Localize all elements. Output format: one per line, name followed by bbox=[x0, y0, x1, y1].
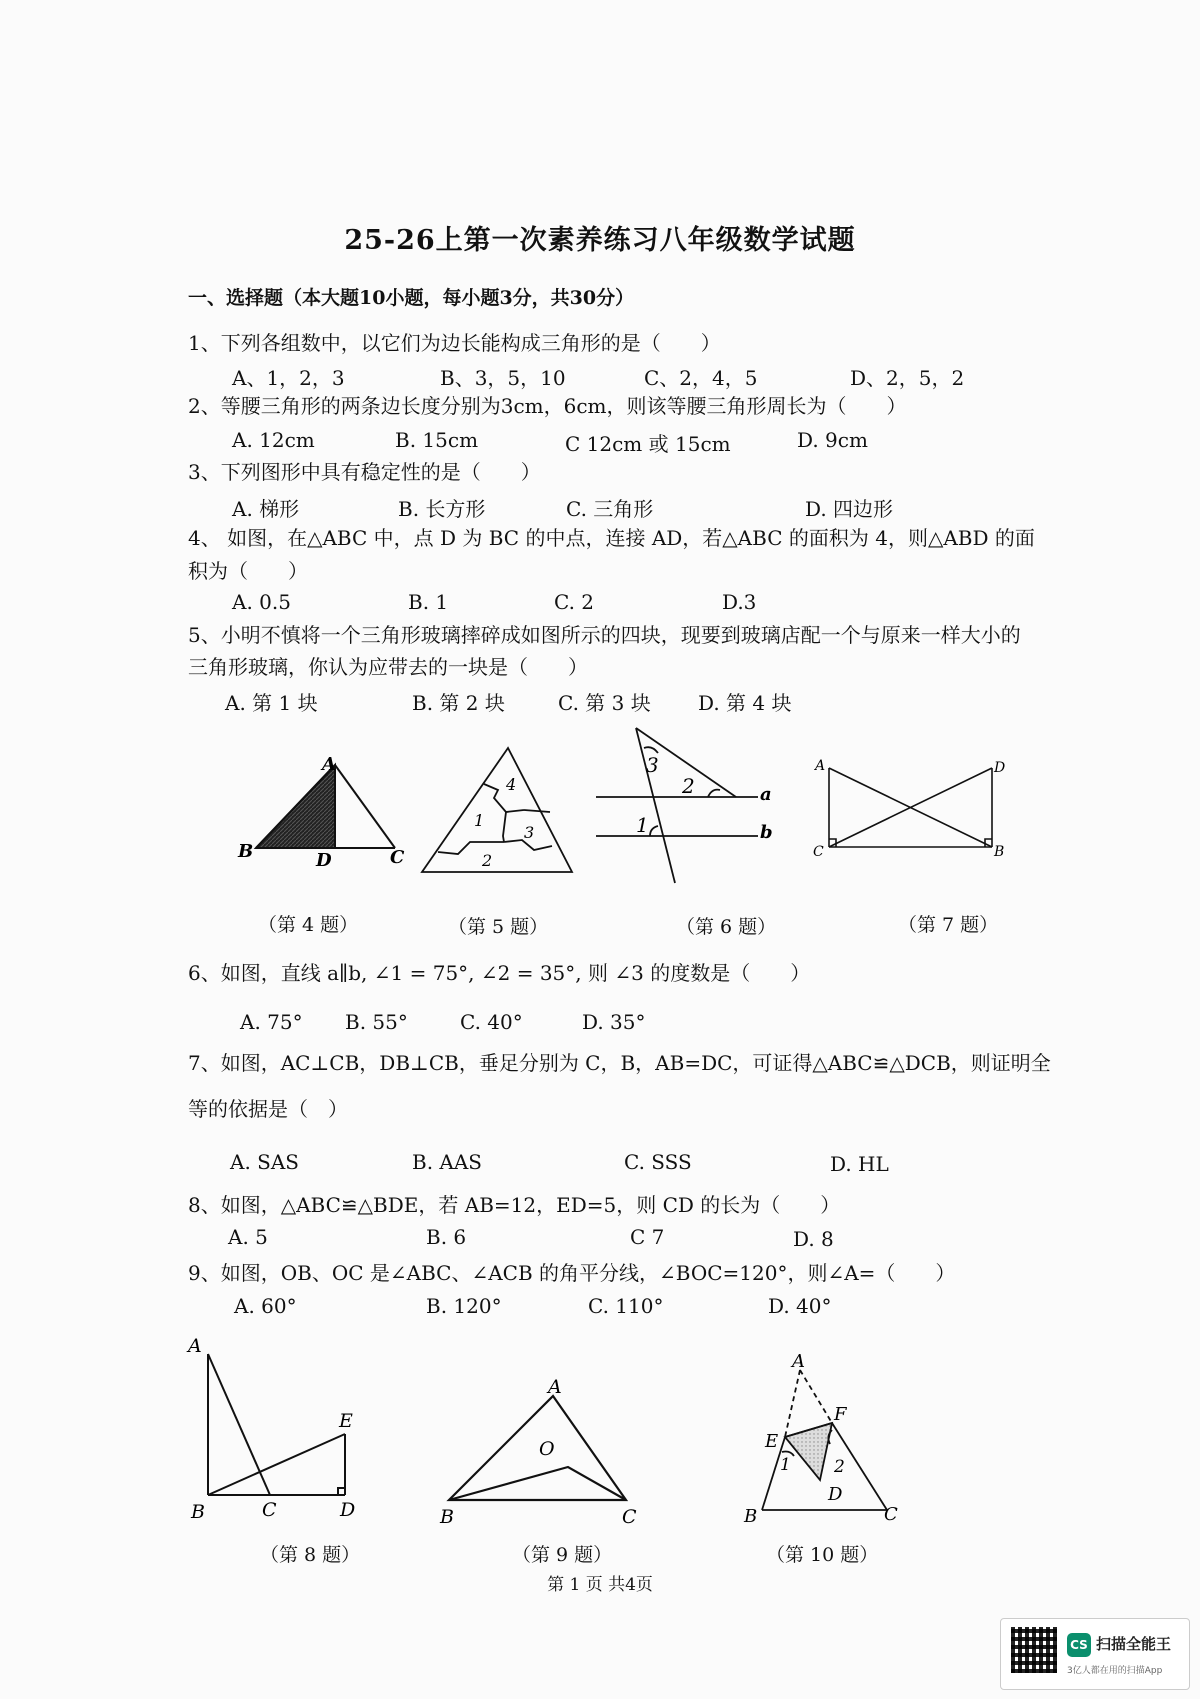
question-4-stem: 4、 如图，在△ABC 中，点 D 为 BC 的中点，连接 AD，若△ABC 的面积为 4，则△ABD 的面 bbox=[188, 526, 1035, 550]
fig7-label-b: B bbox=[994, 844, 1005, 860]
q1-option-b: B、3，5，10 bbox=[440, 366, 566, 390]
q5-option-b: B. 第 2 块 bbox=[412, 691, 505, 715]
fig9-label-a: A bbox=[548, 1376, 562, 1398]
fig4-label-a: A bbox=[322, 754, 336, 775]
caption-q5: （第 5 题） bbox=[448, 916, 549, 938]
q1-option-d: D、2，5，2 bbox=[850, 366, 965, 390]
q5-option-d: D. 第 4 块 bbox=[698, 691, 792, 715]
fig8-label-d: D bbox=[340, 1499, 356, 1521]
question-6-stem: 6、如图，直线 a∥b, ∠1 = 75°, ∠2 = 35°, 则 ∠3 的度数是（ ） bbox=[188, 961, 811, 985]
figure-q5 bbox=[422, 748, 572, 872]
question-1-stem: 1、下列各组数中，以它们为边长能构成三角形的是（ ） bbox=[188, 331, 721, 355]
fig8-label-a: A bbox=[188, 1335, 202, 1357]
q4-option-c: C. 2 bbox=[554, 590, 595, 614]
fig7-label-d: D bbox=[994, 760, 1006, 776]
q7-option-b: B. AAS bbox=[412, 1150, 482, 1174]
q3-option-d: D. 四边形 bbox=[805, 497, 894, 521]
fig10-label-e: E bbox=[765, 1431, 779, 1452]
fig6-label-a: a bbox=[760, 784, 772, 805]
caption-q8: （第 8 题） bbox=[260, 1544, 361, 1566]
q6-option-d: D. 35° bbox=[582, 1010, 646, 1034]
figure-q9 bbox=[449, 1396, 626, 1500]
q8-option-b: B. 6 bbox=[426, 1225, 467, 1249]
q6-option-c: C. 40° bbox=[460, 1010, 523, 1034]
q9-option-a: A. 60° bbox=[234, 1294, 297, 1318]
fig10-label-2: 2 bbox=[834, 1457, 845, 1477]
fig4-label-d: D bbox=[316, 850, 332, 871]
q6-option-b: B. 55° bbox=[345, 1010, 408, 1034]
q1-option-a: A、1，2，3 bbox=[232, 366, 345, 390]
fig8-label-e: E bbox=[339, 1410, 353, 1432]
caption-q9: （第 9 题） bbox=[512, 1544, 613, 1566]
fig9-label-b: B bbox=[440, 1506, 454, 1528]
question-2-stem: 2、等腰三角形的两条边长度分别为3cm，6cm，则该等腰三角形周长为（ ） bbox=[188, 394, 907, 418]
question-5-stem-cont: 三角形玻璃，你认为应带去的一块是（ ） bbox=[188, 655, 588, 679]
q8-option-d: D. 8 bbox=[793, 1227, 834, 1251]
q2-option-d: D. 9cm bbox=[797, 428, 868, 452]
q4-option-a: A. 0.5 bbox=[232, 590, 291, 614]
q8-option-a: A. 5 bbox=[228, 1225, 268, 1249]
q1-option-c: C、2，4，5 bbox=[644, 366, 758, 390]
q7-option-c: C. SSS bbox=[624, 1150, 692, 1174]
q3-option-c: C. 三角形 bbox=[566, 497, 654, 521]
qr-code-icon bbox=[1011, 1627, 1057, 1673]
fig5-label-4: 4 bbox=[506, 775, 517, 794]
q2-option-b: B. 15cm bbox=[395, 428, 479, 452]
q2-option-c: C 12cm 或 15cm bbox=[565, 432, 731, 456]
question-5-stem: 5、小明不慎将一个三角形玻璃摔碎成如图所示的四块，现要到玻璃店配一个与原来一样大小的 bbox=[188, 623, 1021, 647]
q5-option-c: C. 第 3 块 bbox=[558, 691, 651, 715]
caption-q10: （第 10 题） bbox=[766, 1544, 879, 1566]
q3-option-b: B. 长方形 bbox=[398, 497, 486, 521]
fig10-label-1: 1 bbox=[780, 1455, 791, 1475]
figure-q4 bbox=[256, 765, 395, 848]
figure-q6 bbox=[596, 728, 758, 883]
q4-option-d: D.3 bbox=[722, 590, 757, 614]
camscanner-logo-icon: CS bbox=[1067, 1633, 1091, 1657]
q7-option-a: A. SAS bbox=[230, 1150, 300, 1174]
fig5-label-3: 3 bbox=[524, 823, 535, 842]
fig4-label-b: B bbox=[238, 841, 254, 862]
question-7-stem-cont: 等的依据是（ ） bbox=[188, 1097, 348, 1121]
q4-option-b: B. 1 bbox=[408, 590, 449, 614]
watermark-name: 扫描全能王 bbox=[1096, 1635, 1172, 1653]
q2-option-a: A. 12cm bbox=[232, 428, 315, 452]
fig10-label-f: F bbox=[834, 1404, 847, 1425]
question-7-stem: 7、如图，AC⊥CB，DB⊥CB，垂足分别为 C，B，AB=DC，可证得△ABC≌△DCB，则证明全 bbox=[188, 1051, 1051, 1075]
fig6-label-1: 1 bbox=[636, 813, 649, 837]
q5-option-a: A. 第 1 块 bbox=[225, 691, 318, 715]
q9-option-c: C. 110° bbox=[588, 1294, 664, 1318]
fig6-label-2: 2 bbox=[682, 774, 695, 798]
q9-option-d: D. 40° bbox=[768, 1294, 832, 1318]
fig8-label-c: C bbox=[262, 1499, 277, 1521]
page-title: 25-26上第一次素养练习八年级数学试题 bbox=[344, 225, 856, 256]
figure-q7 bbox=[829, 768, 992, 847]
section-heading: 一、选择题（本大题10小题，每小题3分，共30分） bbox=[188, 287, 635, 309]
fig10-label-a: A bbox=[792, 1351, 805, 1372]
fig6-label-3: 3 bbox=[646, 753, 659, 777]
question-3-stem: 3、下列图形中具有稳定性的是（ ） bbox=[188, 460, 541, 484]
fig10-label-b: B bbox=[744, 1506, 758, 1527]
fig5-label-2: 2 bbox=[482, 851, 493, 870]
fig8-label-b: B bbox=[191, 1501, 205, 1523]
q6-option-a: A. 75° bbox=[240, 1010, 303, 1034]
fig7-label-a: A bbox=[815, 758, 826, 774]
q8-option-c: C 7 bbox=[630, 1225, 665, 1249]
q7-option-d: D. HL bbox=[830, 1152, 889, 1176]
fig9-label-o: O bbox=[539, 1438, 555, 1460]
fig10-label-d: D bbox=[828, 1484, 843, 1505]
caption-q4: （第 4 题） bbox=[258, 914, 359, 936]
q3-option-a: A. 梯形 bbox=[232, 497, 300, 521]
fig7-label-c: C bbox=[813, 844, 824, 860]
page-footer: 第 1 页 共4页 bbox=[547, 1575, 653, 1595]
scanner-watermark bbox=[1000, 1618, 1190, 1690]
caption-q6: （第 6 题） bbox=[676, 916, 777, 938]
fig6-label-b: b bbox=[760, 822, 773, 843]
figure-q10 bbox=[762, 1370, 887, 1510]
question-9-stem: 9、如图，OB、OC 是∠ABC、∠ACB 的角平分线，∠BOC=120°，则∠A=（ ） bbox=[188, 1261, 956, 1285]
q9-option-b: B. 120° bbox=[426, 1294, 502, 1318]
caption-q7: （第 7 题） bbox=[898, 914, 999, 936]
watermark-subtitle: 3亿人都在用的扫描App bbox=[1067, 1666, 1163, 1676]
fig10-label-c: C bbox=[884, 1504, 898, 1525]
figure-q8 bbox=[208, 1354, 345, 1495]
question-8-stem: 8、如图，△ABC≌△BDE，若 AB=12，ED=5，则 CD 的长为（ ） bbox=[188, 1193, 841, 1217]
fig5-label-1: 1 bbox=[474, 811, 485, 830]
question-4-stem-cont: 积为（ ） bbox=[188, 559, 308, 583]
fig9-label-c: C bbox=[622, 1506, 637, 1528]
fig4-label-c: C bbox=[390, 847, 405, 868]
